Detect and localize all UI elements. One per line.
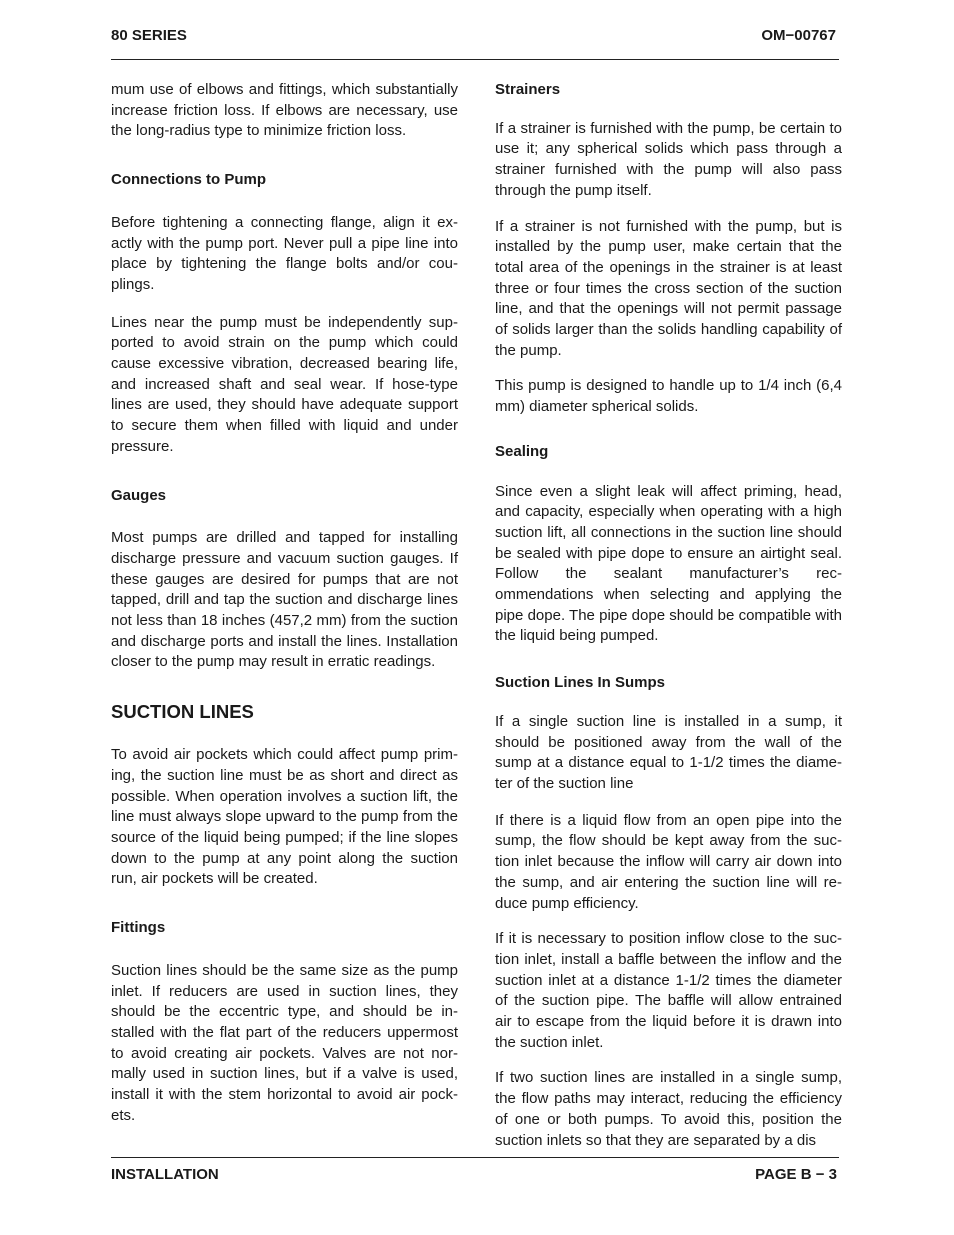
paragraph: If a single suction line is installed in a sump, it should be positioned away from the wall of the sump at a distance equal to 1-1/2 times the diameter of the suction line bbox=[495, 712, 842, 792]
heading-suction-lines-in-sumps: Suction Lines In Sumps bbox=[495, 674, 666, 692]
footer-rule bbox=[111, 1157, 839, 1158]
right-column bbox=[495, 80, 842, 1151]
paragraph: If it is necessary to position inflow close to the suction inlet, install a baffle between the inflow and the suction inlet at a distance 1-1/2 times the diameter of the suction pipe. The baffle will allow entrained air to escape from the liquid before it is drawn into the suction inlet. bbox=[495, 930, 842, 1051]
header-doc-number: OM−00767 bbox=[761, 27, 836, 44]
header-series: 80 SERIES bbox=[111, 27, 187, 44]
paragraph: This pump is designed to handle up to 1/4 inch (6,4 mm) diameter spherical solids. bbox=[495, 377, 842, 416]
heading-suction-lines: SUCTION LINES bbox=[111, 701, 254, 723]
paragraph: If a strainer is furnished with the pump, be certain to use it; any spherical solids which pass through a strainer furnished with the pump will also pass through the pump itself. bbox=[495, 119, 842, 199]
paragraph: Since even a slight leak will affect priming, head, and capacity, especially when operating with a high suction lift, all connections in the suction line should be sealed with pipe dope to ensure an airtight seal. Follow the sealant manufacturer’s recommendations when selecting and applying the pipe dope. The pipe dope should be compatible with the liquid being pumped. bbox=[495, 482, 842, 645]
heading-strainers: Strainers bbox=[495, 81, 561, 98]
heading-fittings: Fittings bbox=[111, 919, 166, 937]
paragraph: Lines near the pump must be independently supported to avoid strain on the pump which could cause excessive vibration, decreased bearing life, and increased shaft and seal wear. If hose-type lines are used, they should have adequate support to secure them when filled with liquid and under pressure. bbox=[111, 313, 458, 455]
left-column bbox=[111, 80, 458, 1126]
header-rule bbox=[111, 59, 839, 60]
paragraph: Before tightening a connecting flange, align it exactly with the pump port. Never pull a pipe line into place by tightening the flange bolts and/or couplings. bbox=[111, 213, 458, 293]
heading-sealing: Sealing bbox=[495, 442, 549, 460]
heading-connections-to-pump: Connections to Pump bbox=[111, 171, 266, 189]
paragraph: If two suction lines are installed in a single sump, the flow paths may interact, reducing the efficiency of one or both pumps. To avoid this, position the suction inlets so that they are separated by a dis bbox=[495, 1069, 842, 1149]
paragraph: mum use of elbows and fittings, which substantially increase friction loss. If elbows are necessary, use the long-radius type to minimize friction loss. bbox=[111, 81, 458, 140]
paragraph: If a strainer is not furnished with the pump, but is installed by the pump user, make certain that the total area of the openings in the strainer is at least three or four times the cross section of the suction line, and that the openings will not permit passage of solids larger than the solids handling capability of the pump. bbox=[495, 217, 842, 359]
paragraph: If there is a liquid flow from an open pipe into the sump, the flow should be kept away from the suction inlet because the inflow will carry air down into the sump, and air entering the suction line will reduce pump efficiency. bbox=[495, 811, 842, 912]
paragraph: To avoid air pockets which could affect pump priming, the suction line must be as short and direct as possible. When operation involves a suction lift, the line must always slope upward to the pump from the source of the liquid being pumped; if the line slopes down to the pump at any point along the suction run, air pockets will be created. bbox=[111, 746, 458, 888]
paragraph: Most pumps are drilled and tapped for installing discharge pressure and vacuum suction gauges. If these gauges are desired for pumps that are not tapped, drill and tap the suction and discharge lines not less than 18 inches (457,2 mm) from the suction and discharge ports and install the lines. Installation closer to the pump may result in erratic readings. bbox=[111, 529, 458, 671]
heading-gauges: Gauges bbox=[111, 486, 167, 504]
footer-section: INSTALLATION bbox=[111, 1166, 219, 1183]
paragraph: Suction lines should be the same size as the pump inlet. If reducers are used in suction lines, they should be the eccentric type, and should be installed with the flat part of the reducers uppermost to avoid creating air pockets. Valves are not normally used in suction lines, but if a valve is used, install it with the stem horizontal to avoid air pockets. bbox=[111, 961, 458, 1124]
footer-page-number: PAGE B − 3 bbox=[755, 1166, 837, 1183]
